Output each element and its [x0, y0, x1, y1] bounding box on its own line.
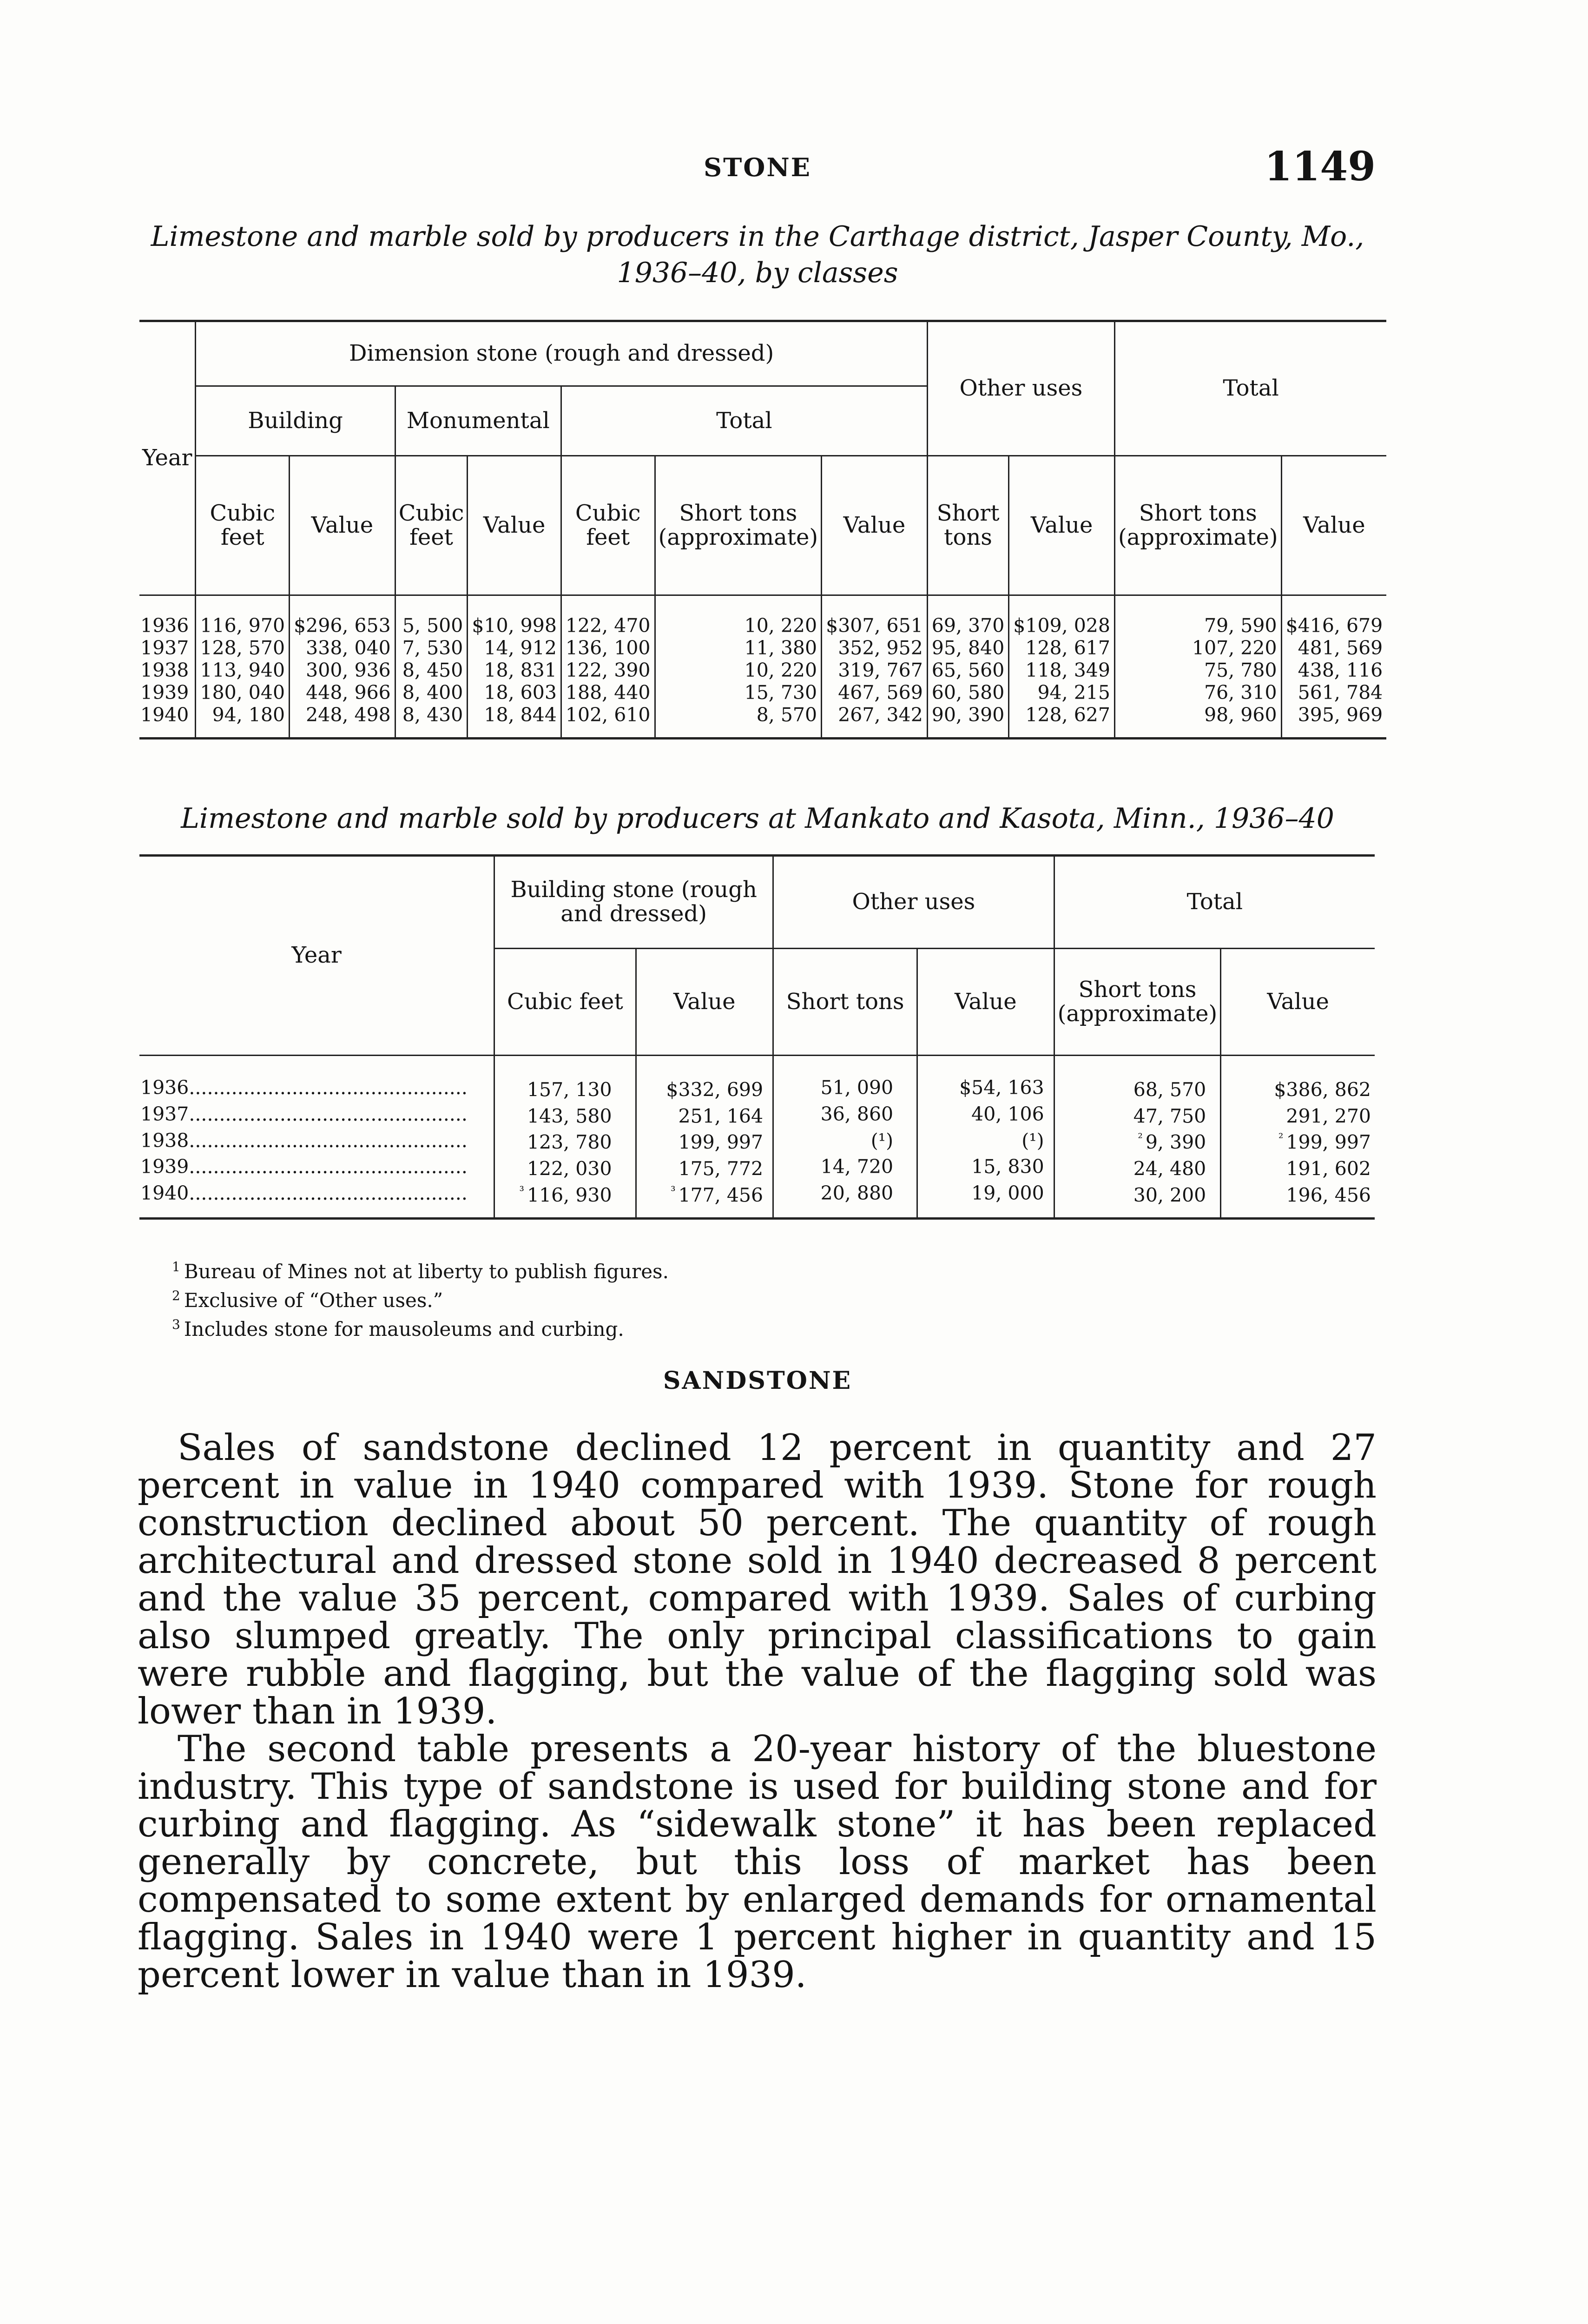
t2-year-cell — [139, 1075, 494, 1101]
t1-cell: 79, 590 — [1114, 614, 1281, 637]
t2-building-value-header: Value — [636, 949, 773, 1056]
t1-cell: 8, 450 — [395, 659, 468, 681]
t1-cell: 395, 969 — [1281, 704, 1386, 726]
t2-year-text: 1940 — [140, 1182, 189, 1204]
t2-cell — [636, 1101, 773, 1128]
t1-cell: $10, 998 — [468, 614, 561, 637]
t2-year-text: 1937 — [140, 1103, 189, 1125]
t1-year-cell: 1937 — [140, 637, 189, 659]
t2-value: 291, 270 — [1286, 1105, 1371, 1128]
t1-monumental-cubic-feet-header: Cubic feet — [395, 456, 468, 595]
t2-cell — [494, 1127, 636, 1154]
t1-other-short-tons-header: Short tons — [927, 456, 1009, 595]
t1-dim-total-header: Total — [561, 386, 927, 456]
t1-cell: 107, 220 — [1114, 637, 1281, 659]
t2-value: 177, 456 — [678, 1184, 764, 1207]
t1-cell: 128, 617 — [1009, 637, 1115, 659]
table-row — [139, 659, 1386, 681]
footnote — [172, 1313, 669, 1341]
footnote — [172, 1284, 669, 1313]
t1-cell: 116, 970 — [196, 614, 290, 637]
t2-value: 116, 930 — [527, 1184, 612, 1207]
t1-cell: 113, 940 — [196, 659, 290, 681]
paragraph: The second table presents a 20-year history of the bluestone industry. This type of sandstone is used for building stone and for curbing and flagging. As “sidewalk stone” it has been replaced generally by concrete, but this loss of market has been compensated to some extent by enlarged demands for ornamental flagging. Sales in 1940 were 1 percent higher in quantity and 15 percent lower in value than in 1939. — [138, 1728, 1377, 1996]
t2-value: $386, 862 — [1274, 1078, 1371, 1101]
t2-cell — [494, 1075, 636, 1101]
t1-cell: 128, 627 — [1009, 704, 1115, 726]
t2-cell: 19, 000 — [917, 1180, 1054, 1207]
table-row — [139, 681, 1386, 704]
t2-value: 191, 602 — [1286, 1157, 1371, 1180]
t1-year-header: Year — [139, 321, 196, 595]
t2-cell: 40, 106 — [917, 1101, 1054, 1128]
t1-cell: 98, 960 — [1114, 704, 1281, 726]
leader-dots: .............................................. — [189, 1076, 468, 1099]
t1-cell: 180, 040 — [196, 681, 290, 704]
t1-year-cell: 1936 — [140, 614, 189, 637]
t2-value: 196, 456 — [1286, 1184, 1371, 1207]
t2-value: 24, 480 — [1133, 1157, 1206, 1180]
table1-caption — [139, 218, 1376, 291]
leader-dots: .............................................. — [189, 1103, 468, 1125]
t2-value: 30, 200 — [1133, 1184, 1206, 1207]
table-row — [139, 704, 1386, 726]
t2-cell — [494, 1180, 636, 1207]
t1-cell: 352, 952 — [822, 637, 928, 659]
t2-cell — [1221, 1180, 1375, 1207]
t2-cell: 14, 720 — [773, 1154, 917, 1180]
footnote — [172, 1255, 669, 1284]
t2-cell — [636, 1075, 773, 1101]
t2-total-short-tons-header: Short tons (approximate) — [1054, 949, 1221, 1056]
t1-cell: 481, 569 — [1281, 637, 1386, 659]
t2-year-text: 1938 — [140, 1129, 189, 1152]
t1-total-header: Total — [1114, 321, 1386, 456]
t2-other-value-header: Value — [917, 949, 1054, 1056]
t2-cell: (¹) — [917, 1127, 1054, 1154]
table-row — [139, 1127, 1375, 1154]
t1-year-cell: 1939 — [140, 681, 189, 704]
t2-value: 175, 772 — [678, 1157, 764, 1180]
t1-cell: 10, 220 — [655, 614, 822, 637]
footnote-text: Bureau of Mines not at liberty to publish figures. — [184, 1260, 669, 1283]
t2-value: 157, 130 — [527, 1078, 612, 1101]
t1-monumental-value-header: Value — [468, 456, 561, 595]
footnote-ref: ³ — [519, 1184, 524, 1198]
leader-dots: .............................................. — [189, 1129, 468, 1152]
t1-monumental-header: Monumental — [395, 386, 561, 456]
t2-year-cell — [139, 1154, 494, 1180]
leader-dots: .............................................. — [189, 1155, 468, 1178]
t2-year-header: Year — [139, 856, 494, 1056]
t2-cell: $54, 163 — [917, 1075, 1054, 1101]
t1-grand-value-header: Value — [1281, 456, 1386, 595]
table-row — [139, 1075, 1375, 1101]
t1-cell: 95, 840 — [927, 637, 1009, 659]
t2-other-uses-header: Other uses — [773, 856, 1054, 949]
t2-year-cell — [139, 1101, 494, 1128]
t1-cell: 18, 603 — [468, 681, 561, 704]
footnote-mark: 1 — [172, 1259, 180, 1274]
t1-total-short-tons-header: Short tons (approximate) — [655, 456, 822, 595]
t1-cell: 94, 215 — [1009, 681, 1115, 704]
t1-cell: 300, 936 — [290, 659, 395, 681]
t2-year-cell — [139, 1180, 494, 1207]
t2-cell — [636, 1154, 773, 1180]
t2-value: 47, 750 — [1133, 1105, 1206, 1128]
t2-cell — [636, 1127, 773, 1154]
t1-dimension-header: Dimension stone (rough and dressed) — [196, 321, 927, 386]
t1-cell: $296, 653 — [290, 614, 395, 637]
t1-cell: 122, 470 — [561, 614, 655, 637]
t1-cell: 338, 040 — [290, 637, 395, 659]
t1-spacer-row — [139, 595, 1386, 615]
t1-cell: 18, 831 — [468, 659, 561, 681]
running-title: STONE — [704, 152, 811, 182]
t2-total-value-header: Value — [1221, 949, 1375, 1056]
t1-year-cell: 1938 — [140, 659, 189, 681]
t1-cell: 248, 498 — [290, 704, 395, 726]
t2-year-cell — [139, 1127, 494, 1154]
t1-cell: 69, 370 — [927, 614, 1009, 637]
t1-cell: 7, 530 — [395, 637, 468, 659]
t1-cell: 561, 784 — [1281, 681, 1386, 704]
t1-cell: 5, 500 — [395, 614, 468, 637]
t1-cell: 11, 380 — [655, 637, 822, 659]
t1-cell: $109, 028 — [1009, 614, 1115, 637]
t2-cell — [1054, 1101, 1221, 1128]
t2-other-short-tons-header: Short tons — [773, 949, 917, 1056]
t2-cell: (¹) — [773, 1127, 917, 1154]
table1-caption-line1: Limestone and marble sold by producers in the Carthage district, Jasper County, Mo., — [151, 220, 1364, 253]
t1-building-header: Building — [196, 386, 395, 456]
t2-end-spacer — [139, 1206, 1375, 1219]
page-number: 1149 — [1264, 143, 1376, 190]
t1-total-cubic-feet-header: Cubic feet — [561, 456, 655, 595]
leader-dots: .............................................. — [189, 1182, 468, 1204]
table2-caption: Limestone and marble sold by producers at Mankato and Kasota, Minn., 1936–40 — [181, 802, 1334, 835]
t1-cell: 319, 767 — [822, 659, 928, 681]
t2-value: 122, 030 — [527, 1157, 612, 1180]
table1-caption-line2: 1936–40, by classes — [617, 257, 898, 289]
t2-cell — [1054, 1180, 1221, 1207]
table-row — [139, 1154, 1375, 1180]
t2-cell: 36, 860 — [773, 1101, 917, 1128]
t1-cell: 14, 912 — [468, 637, 561, 659]
t2-spacer-row — [139, 1056, 1375, 1075]
body-text — [138, 1429, 1377, 1994]
footnote-text: Includes stone for mausoleums and curbing. — [184, 1318, 624, 1340]
t1-cell: 8, 400 — [395, 681, 468, 704]
footnote-ref: ² — [1278, 1131, 1284, 1146]
footnote-mark: 2 — [172, 1288, 180, 1303]
t2-total-header: Total — [1054, 856, 1375, 949]
t1-cell: 136, 100 — [561, 637, 655, 659]
mankato-table — [139, 854, 1375, 1220]
footnote-ref: ² — [1138, 1131, 1143, 1146]
t2-cell — [1054, 1154, 1221, 1180]
t1-other-value-header: Value — [1009, 456, 1115, 595]
paragraph: Sales of sandstone declined 12 percent in quantity and 27 percent in value in 1940 compared with 1939. Stone for rough construction declined about 50 percent. The quantity of rough architectural and dressed stone sold in 1940 decreased 8 percent and the value 35 percent, compared with 1939. Sales of curbing also slumped greatly. The only principal classifications to gain were rubble and flagging, but the value of the flagging sold was lower than in 1939. — [138, 1427, 1377, 1732]
t2-value: 199, 997 — [678, 1131, 764, 1154]
t1-cell: 267, 342 — [822, 704, 928, 726]
t2-building-stone-header: Building stone (rough and dressed) — [494, 856, 773, 949]
table-row — [139, 637, 1386, 659]
t1-cell: 60, 580 — [927, 681, 1009, 704]
t1-cell: 8, 430 — [395, 704, 468, 726]
t1-other-uses-header: Other uses — [927, 321, 1114, 456]
t2-cubic-feet-header: Cubic feet — [494, 949, 636, 1056]
t1-cell: 118, 349 — [1009, 659, 1115, 681]
t2-cell: 20, 880 — [773, 1180, 917, 1207]
section-heading: SANDSTONE — [663, 1367, 852, 1395]
t1-building-value-header: Value — [290, 456, 395, 595]
t1-cell: 128, 570 — [196, 637, 290, 659]
t1-cell: $416, 679 — [1281, 614, 1386, 637]
t1-grand-short-tons-header: Short tons (approximate) — [1114, 456, 1281, 595]
running-head — [139, 139, 1376, 191]
t1-building-cubic-feet-header: Cubic feet — [196, 456, 290, 595]
t1-cell: 102, 610 — [561, 704, 655, 726]
t2-value: $332, 699 — [666, 1078, 764, 1101]
t2-value: 123, 780 — [527, 1131, 612, 1154]
t2-cell: 15, 830 — [917, 1154, 1054, 1180]
t2-value: 68, 570 — [1133, 1078, 1206, 1101]
t1-cell: 188, 440 — [561, 681, 655, 704]
table-row — [139, 1101, 1375, 1128]
t2-year-text: 1936 — [140, 1076, 189, 1099]
t2-cell — [1054, 1075, 1221, 1101]
t2-value: 9, 390 — [1145, 1131, 1206, 1154]
t2-cell — [494, 1154, 636, 1180]
t1-cell: 18, 844 — [468, 704, 561, 726]
t1-total-value-header: Value — [822, 456, 928, 595]
t2-year-text: 1939 — [140, 1155, 189, 1178]
t2-value: 143, 580 — [527, 1105, 612, 1128]
footnote-ref: ³ — [671, 1184, 676, 1198]
t2-cell — [494, 1101, 636, 1128]
t1-cell: 10, 220 — [655, 659, 822, 681]
t1-cell: 94, 180 — [196, 704, 290, 726]
t1-cell: 65, 560 — [927, 659, 1009, 681]
footnotes — [172, 1255, 669, 1341]
footnote-text: Exclusive of “Other uses.” — [184, 1289, 443, 1312]
t2-cell — [1054, 1127, 1221, 1154]
t1-cell: 467, 569 — [822, 681, 928, 704]
table-row — [139, 614, 1386, 637]
t2-value: 199, 997 — [1286, 1131, 1371, 1154]
t2-cell — [636, 1180, 773, 1207]
t2-cell — [1221, 1127, 1375, 1154]
t1-cell: $307, 651 — [822, 614, 928, 637]
t2-value: 251, 164 — [678, 1105, 764, 1128]
t1-cell: 76, 310 — [1114, 681, 1281, 704]
carthage-table — [139, 320, 1386, 739]
t1-body — [139, 614, 1386, 739]
t1-cell: 448, 966 — [290, 681, 395, 704]
t1-cell: 90, 390 — [927, 704, 1009, 726]
t1-year-cell: 1940 — [140, 704, 189, 726]
t1-cell: 75, 780 — [1114, 659, 1281, 681]
t1-cell: 8, 570 — [655, 704, 822, 726]
t2-cell — [1221, 1075, 1375, 1101]
t1-cell: 438, 116 — [1281, 659, 1386, 681]
t2-cell — [1221, 1154, 1375, 1180]
t2-cell — [1221, 1101, 1375, 1128]
footnote-mark: 3 — [172, 1317, 180, 1332]
t1-cell: 122, 390 — [561, 659, 655, 681]
t1-cell: 15, 730 — [655, 681, 822, 704]
t2-cell: 51, 090 — [773, 1075, 917, 1101]
table-row — [139, 1180, 1375, 1207]
t1-end-spacer — [139, 726, 1386, 739]
